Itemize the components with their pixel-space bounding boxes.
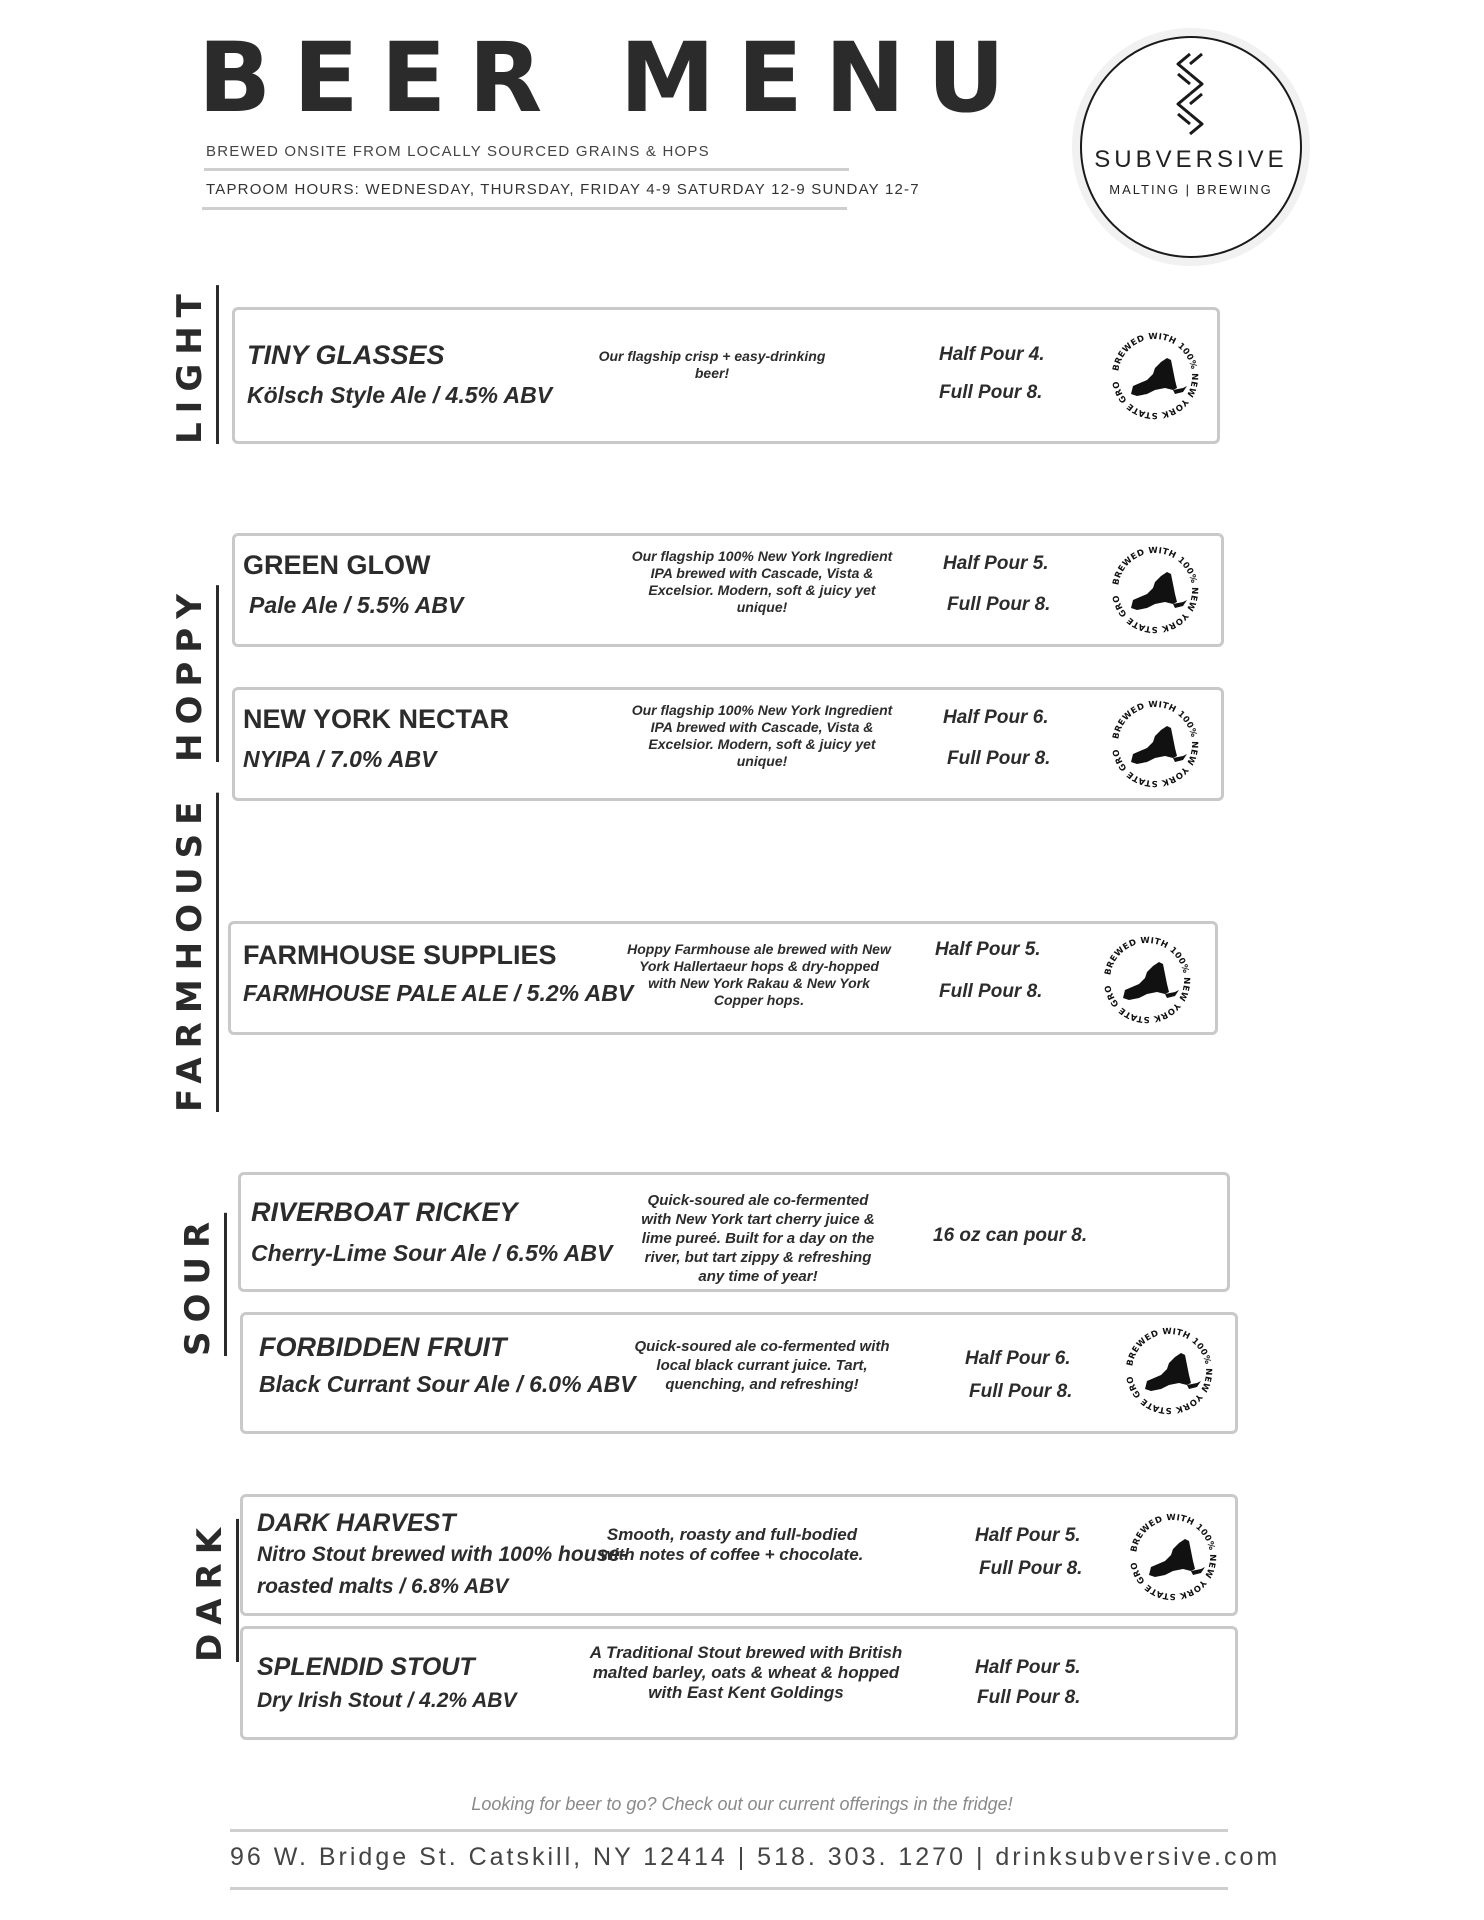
beer-name: FORBIDDEN FRUIT [259, 1332, 507, 1362]
full-pour-price: Full Pour 8. [969, 1381, 1073, 1402]
divider [230, 1829, 1228, 1832]
ny-grown-badge-icon [1117, 1319, 1221, 1423]
category-dark: DARK [190, 1518, 230, 1662]
beer-name: SPLENDID STOUT [257, 1653, 475, 1681]
beer-name: FARMHOUSE SUPPLIES [243, 940, 557, 970]
ny-grown-badge-icon [1121, 1505, 1225, 1609]
beer-style-line-1: Nitro Stout brewed with 100% house- [257, 1543, 627, 1566]
beer-card-green-glow [232, 533, 1224, 647]
beer-description: Smooth, roasty and full-bodied with notes of coffee + chocolate. [600, 1525, 864, 1564]
beer-name: NEW YORK NECTAR [243, 704, 510, 734]
divider [230, 1887, 1228, 1890]
menu-subtitle: BREWED ONSITE FROM LOCALLY SOURCED GRAINS & HOPS [206, 143, 710, 160]
beer-style: Pale Ale / 5.5% ABV [249, 592, 464, 618]
half-pour-price: Half Pour 6. [943, 707, 1049, 728]
logo-subtitle: MALTING | BREWING [1109, 182, 1273, 197]
beer-name: RIVERBOAT RICKEY [251, 1197, 518, 1227]
beer-description: Our flagship 100% New York Ingredient IPA brewed with Cascade, Vista & Excelsior. Modern, soft & juicy yet unique! [631, 548, 893, 615]
beer-card-riverboat-rickey [238, 1172, 1230, 1292]
menu-title: BEER MENU [198, 22, 1028, 134]
beer-description: A Traditional Stout brewed with British malted barley, oats & wheat & hopped with East Kent Goldings [589, 1643, 903, 1702]
full-pour-price: Full Pour 8. [939, 981, 1043, 1002]
full-pour-price: Full Pour 8. [939, 382, 1043, 403]
category-hoppy: HOPPY [170, 585, 210, 762]
beer-card-forbidden-fruit [240, 1312, 1238, 1434]
full-pour-price: Full Pour 8. [979, 1558, 1083, 1579]
divider [204, 168, 849, 171]
beer-description: Our flagship crisp + easy-drinking beer! [598, 348, 826, 381]
divider [202, 207, 847, 210]
wheat-icon [1170, 50, 1210, 140]
full-pour-price: Full Pour 8. [947, 748, 1051, 769]
beer-style: Kölsch Style Ale / 4.5% ABV [247, 382, 553, 408]
category-sour: SOUR [178, 1212, 218, 1356]
beer-style: NYIPA / 7.0% ABV [243, 746, 437, 772]
beer-style: Dry Irish Stout / 4.2% ABV [257, 1689, 517, 1712]
beer-name: DARK HARVEST [257, 1509, 456, 1537]
category-light: LIGHT [170, 285, 210, 444]
category-farmhouse: FARMHOUSE [170, 792, 210, 1112]
ny-grown-badge-icon [1103, 692, 1207, 796]
ny-grown-badge-icon [1103, 538, 1207, 642]
beer-card-splendid-stout [240, 1626, 1238, 1740]
half-pour-price: Half Pour 5. [943, 553, 1049, 574]
beer-style-line-2: roasted malts / 6.8% ABV [257, 1575, 509, 1598]
contact-footer: 96 W. Bridge St. Catskill, NY 12414 | 518. 303. 1270 | drinksubversive.com [230, 1843, 1281, 1871]
beer-card-dark-harvest [240, 1494, 1238, 1616]
beer-card-tiny-glasses [232, 307, 1220, 444]
beer-description: Hoppy Farmhouse ale brewed with New York Hallertaeur hops & dry-hopped with New York Rakau & New York Copper hops. [627, 941, 891, 1008]
beer-description: Our flagship 100% New York Ingredient IPA brewed with Cascade, Vista & Excelsior. Modern, soft & juicy yet unique! [631, 702, 893, 769]
taproom-hours: TAPROOM HOURS: WEDNESDAY, THURSDAY, FRIDAY 4-9 SATURDAY 12-9 SUNDAY 12-7 [206, 181, 920, 198]
half-pour-price: Half Pour 4. [939, 344, 1045, 365]
subversive-logo [1080, 36, 1302, 258]
logo-name: SUBVERSIVE [1094, 146, 1288, 173]
beer-style: FARMHOUSE PALE ALE / 5.2% ABV [243, 980, 634, 1006]
beer-style: Cherry-Lime Sour Ale / 6.5% ABV [251, 1240, 613, 1266]
beer-description: Quick-soured ale co-fermented with local black currant juice. Tart, quenching, and refreshing! [634, 1338, 890, 1393]
ny-grown-badge-icon [1095, 928, 1199, 1032]
beer-card-farmhouse-supplies [228, 921, 1218, 1035]
half-pour-price: Half Pour 5. [975, 1657, 1081, 1678]
ny-grown-badge-icon [1103, 324, 1207, 428]
beer-name: GREEN GLOW [243, 550, 431, 580]
beer-description: Quick-soured ale co-fermented with New York tart cherry juice & lime pureé. Built for a day on the river, but tart zippy & refreshing any time of year! [641, 1192, 875, 1285]
half-pour-price: Half Pour 5. [935, 939, 1041, 960]
beer-card-new-york-nectar [232, 687, 1224, 801]
beer-style: Black Currant Sour Ale / 6.0% ABV [259, 1371, 636, 1397]
beer-name: TINY GLASSES [247, 340, 445, 370]
beer-to-go-note: Looking for beer to go? Check out our current offerings in the fridge! [471, 1794, 1013, 1814]
can-pour-price: 16 oz can pour 8. [933, 1225, 1088, 1246]
full-pour-price: Full Pour 8. [977, 1687, 1081, 1708]
half-pour-price: Half Pour 5. [975, 1525, 1081, 1546]
half-pour-price: Half Pour 6. [965, 1348, 1071, 1369]
full-pour-price: Full Pour 8. [947, 594, 1051, 615]
